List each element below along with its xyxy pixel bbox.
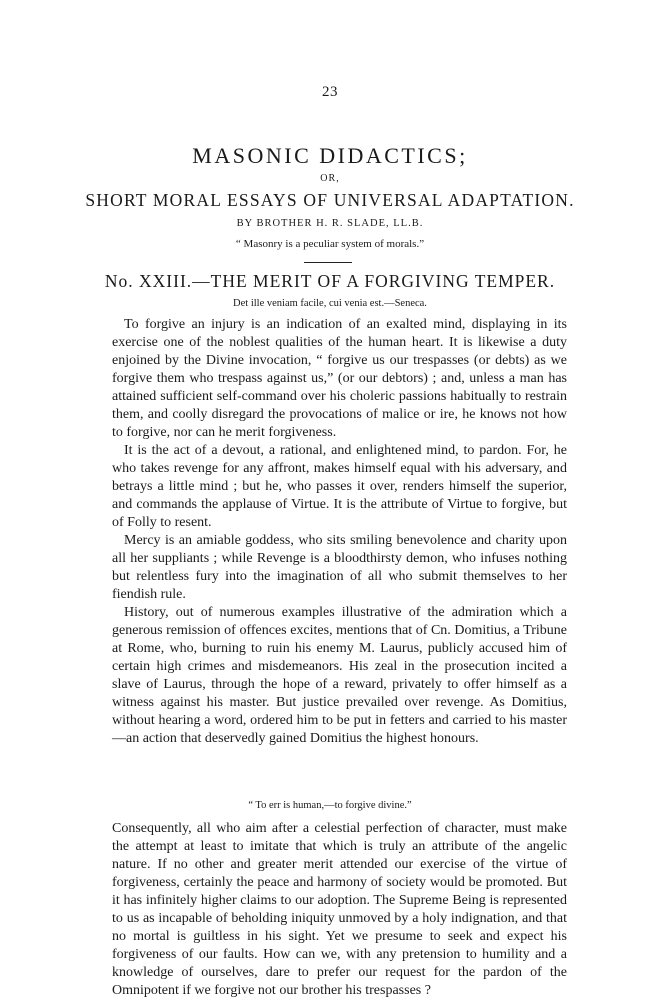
closing-paragraph: Consequently, all who aim after a celestial perfection of character, must make the attempt at least to imitate that which is truly an attribute of the angelic nature. If no other and greater merit attended our exercise of the virtue of forgiveness, certainly the peace and harmony of society would be promoted. But it has infinitely higher claims to our adoption. The Supreme Being is represented to us as incapable of beholding iniquity unmoved by a holy indignation, and that no mortal is guiltless in his sight. Yet we presume to seek and expect his forgiveness of our faults. How can we, with any pretension to humility and a knowledge of ourselves, dare to prefer our request for the pardon of the Omnipotent if we forgive not our brother his trespasses ?: [112, 821, 567, 998]
body-paragraph: To forgive an injury is an indication of an exalted mind, displaying in its exercise one of the noblest qualities of the human heart. It is likewise a duty enjoined by the Divine invocation, “ forgive us our trespasses (or debts) as we forgive them who trespass against us,” (or our debtors) ; and, unless a man has attained sufficient self-command over his choleric passions habitually to restrain them, and coolly disregard the provocations of malice or ire, he knows not how to forgive, nor can he merit forgiveness.: [112, 317, 567, 440]
quotation: “ To err is human,—to forgive divine.”: [248, 800, 412, 811]
main-title: MASONIC DIDACTICS;: [192, 143, 468, 168]
subtitle: SHORT MORAL ESSAYS OF UNIVERSAL ADAPTATION.: [85, 190, 575, 210]
motto: “ Masonry is a peculiar system of morals.”: [235, 238, 425, 250]
essay-title: No. XXIII.—THE MERIT OF A FORGIVING TEMPER.: [104, 271, 556, 291]
essay-body: [112, 316, 567, 748]
body-paragraph: History, out of numerous examples illustrative of the admiration which a generous remission of offences excites, mentions that of Cn. Domitius, a Tribune at Rome, who, burning to ruin his enemy M. Laurus, publicly accused him of certain high crimes and misdemeanors. His zeal in the prosecution incited a slave of Laurus, through the hope of a reward, privately to offer himself as a witness against his master. But justice prevailed over revenge. As Domitius, without hearing a word, ordered him to be put in fetters and carried to his master—an action that deservedly gained Domitius the highest honours.: [112, 605, 567, 746]
page-number: 23: [322, 84, 338, 100]
essay-closing: [112, 820, 567, 1000]
body-paragraph: It is the act of a devout, a rational, and enlightened mind, to pardon. For, he who takes revenge for any affront, makes himself equal with his adversary, and betrays a little mind ; but he, who passes it over, renders himself the superior, and commands the applause of Virtue. It is the attribute of Virtue to forgive, but of Folly to resent.: [112, 443, 567, 530]
body-paragraph: Mercy is an amiable goddess, who sits smiling benevolence and charity upon all her suppliants ; while Revenge is a bloodthirsty demon, who infuses nothing but relentless fury into the imagination of all who submit themselves to her fiendish rule.: [112, 533, 567, 602]
or-connector: OR,: [320, 173, 340, 184]
divider-rule: [304, 262, 352, 263]
epigraph: Det ille veniam facile, cui venia est.—Seneca.: [233, 298, 427, 309]
author-byline: BY BROTHER H. R. SLADE, LL.B.: [236, 218, 424, 229]
